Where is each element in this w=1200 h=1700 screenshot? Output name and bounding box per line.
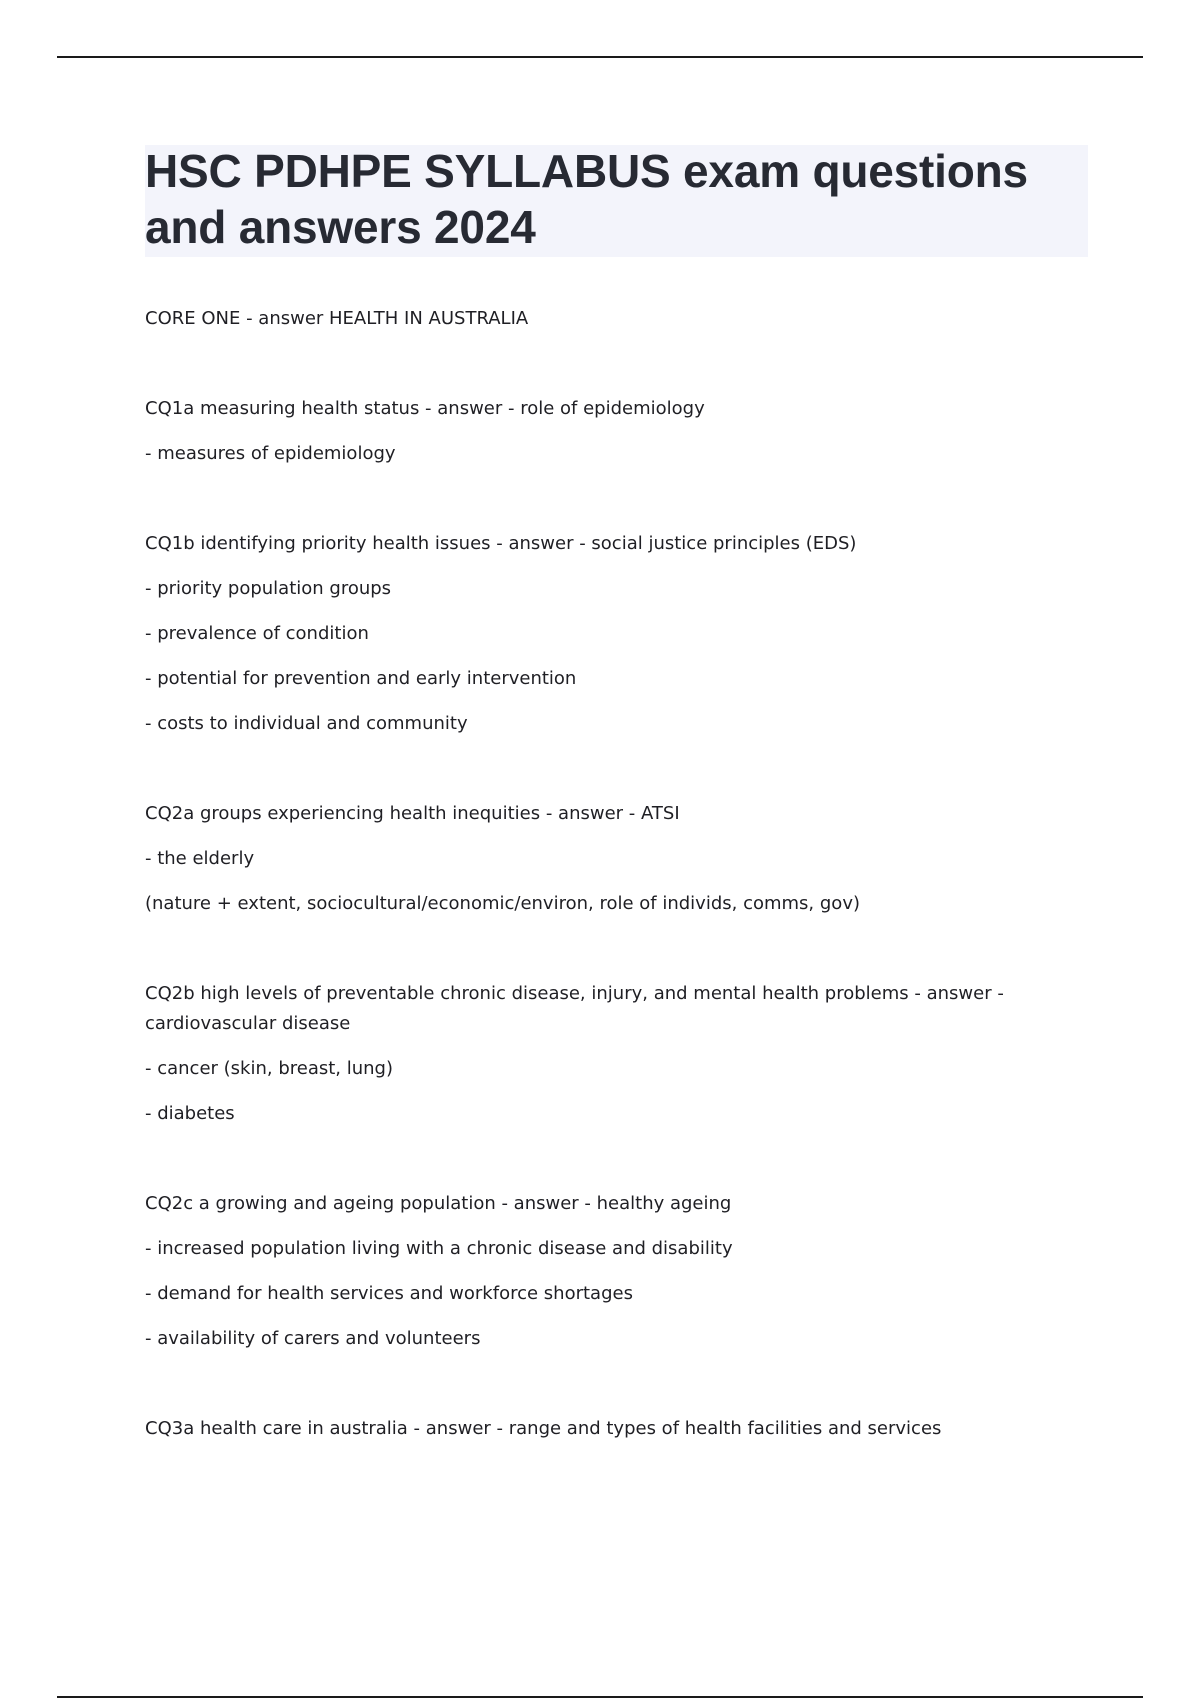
document-title: HSC PDHPE SYLLABUS exam questions and answers 2024	[145, 145, 1028, 253]
qa-item-cq2c	[145, 1189, 1035, 1354]
qa-item-cq1b	[145, 529, 1035, 739]
answer-line: - costs to individual and community	[145, 713, 468, 734]
document-body	[145, 304, 1035, 1444]
bottom-rule	[57, 1696, 1143, 1698]
answer-line: - the elderly	[145, 848, 255, 869]
answer-line: - increased population living with a chronic disease and disability	[145, 1238, 733, 1259]
question-line: CQ2b high levels of preventable chronic disease, injury, and mental health problems - answer - cardiovascular disease	[145, 983, 1010, 1034]
answer-line: - prevalence of condition	[145, 623, 369, 644]
answer-line: (nature + extent, sociocultural/economic/environ, role of individs, comms, gov)	[145, 893, 860, 914]
answer-line: - priority population groups	[145, 578, 392, 599]
qa-item-cq2a	[145, 799, 1035, 919]
qa-item-cq3a	[145, 1414, 1035, 1444]
qa-item-cq1a	[145, 394, 1035, 469]
question-line: CQ2c a growing and ageing population - answer - healthy ageing	[145, 1193, 732, 1214]
answer-line: - availability of carers and volunteers	[145, 1328, 481, 1349]
answer-line: - diabetes	[145, 1103, 235, 1124]
question-line: CQ1b identifying priority health issues - answer - social justice principles (EDS)	[145, 533, 857, 554]
answer-line: - measures of epidemiology	[145, 443, 396, 464]
answer-line: - cancer (skin, breast, lung)	[145, 1058, 394, 1079]
qa-item-cq2b	[145, 979, 1035, 1129]
top-rule	[57, 56, 1143, 58]
section-core-one	[145, 304, 1035, 334]
question-line: CQ1a measuring health status - answer - role of epidemiology	[145, 398, 705, 419]
section-heading: CORE ONE - answer HEALTH IN AUSTRALIA	[145, 308, 529, 329]
question-line: CQ3a health care in australia - answer - range and types of health facilities and services	[145, 1418, 942, 1439]
answer-line: - potential for prevention and early intervention	[145, 668, 577, 689]
question-line: CQ2a groups experiencing health inequities - answer - ATSI	[145, 803, 680, 824]
answer-line: - demand for health services and workforce shortages	[145, 1283, 633, 1304]
